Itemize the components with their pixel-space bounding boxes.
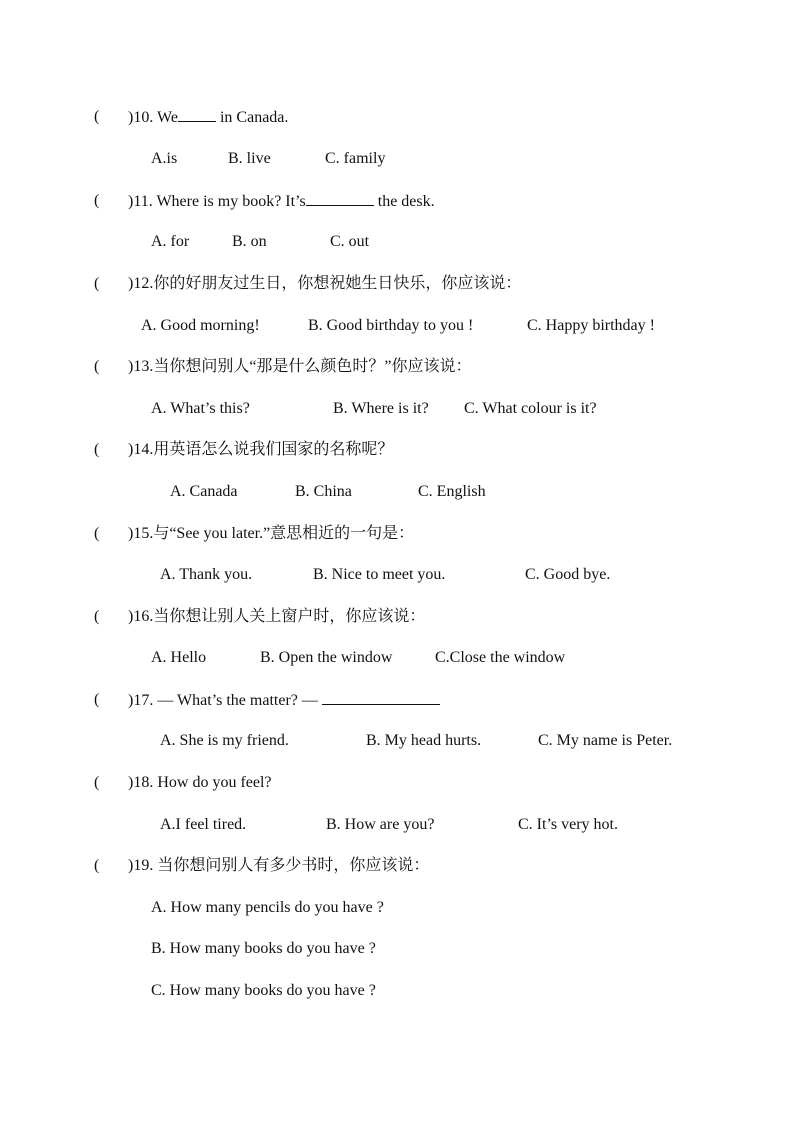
answer-paren[interactable]: ( bbox=[94, 275, 100, 292]
question-stem: )12.你的好朋友过生日，你想祝她生日快乐，你应该说： bbox=[128, 275, 522, 292]
answer-paren[interactable]: ( bbox=[94, 691, 100, 708]
option-b[interactable]: B. How are you? bbox=[326, 816, 435, 833]
option-a[interactable]: A. She is my friend. bbox=[160, 732, 289, 749]
question-stem: )14.用英语怎么说我们国家的名称呢？ bbox=[128, 441, 394, 458]
option-c[interactable]: C. Good bye. bbox=[525, 566, 611, 583]
option-a[interactable]: A. Thank you. bbox=[160, 566, 253, 583]
option-b[interactable]: B. My head hurts. bbox=[366, 732, 482, 749]
answer-paren[interactable]: ( bbox=[94, 857, 100, 874]
option-b[interactable]: B. How many books do you have ? bbox=[151, 940, 376, 957]
answer-blank[interactable] bbox=[322, 690, 440, 705]
option-a[interactable]: A. Good morning! bbox=[141, 317, 260, 334]
answer-blank[interactable] bbox=[306, 191, 374, 206]
option-a[interactable]: A. for bbox=[151, 233, 190, 250]
option-b[interactable]: B. live bbox=[228, 150, 271, 167]
question-stem: )16.当你想让别人关上窗户时，你应该说： bbox=[128, 608, 426, 625]
option-a[interactable]: A. Hello bbox=[151, 649, 207, 666]
option-c[interactable]: C. My name is Peter. bbox=[538, 732, 673, 749]
option-c[interactable]: C. out bbox=[330, 233, 370, 250]
answer-paren[interactable]: ( bbox=[94, 525, 100, 542]
question-stem: )19. 当你想问别人有多少书时，你应该说： bbox=[128, 857, 430, 874]
question-stem: )17. — What’s the matter? — bbox=[128, 690, 440, 711]
answer-blank[interactable] bbox=[178, 107, 216, 122]
option-c[interactable]: C.Close the window bbox=[435, 649, 566, 666]
answer-paren[interactable]: ( bbox=[94, 441, 100, 458]
question-stem: )13.当你想问别人“那是什么颜色时？”你应该说： bbox=[128, 358, 472, 375]
answer-paren[interactable]: ( bbox=[94, 358, 100, 375]
question-stem: )18. How do you feel? bbox=[128, 774, 272, 791]
option-b[interactable]: B. Good birthday to you ! bbox=[308, 317, 474, 334]
question-stem: )15.与“See you later.”意思相近的一句是： bbox=[128, 525, 415, 542]
option-a[interactable]: A.I feel tired. bbox=[160, 816, 247, 833]
option-a[interactable]: A. How many pencils do you have ? bbox=[151, 899, 384, 916]
option-b[interactable]: B. Open the window bbox=[260, 649, 393, 666]
option-c[interactable]: C. What colour is it? bbox=[464, 400, 597, 417]
answer-paren[interactable]: ( bbox=[94, 774, 100, 791]
option-b[interactable]: B. China bbox=[295, 483, 352, 500]
option-c[interactable]: C. Happy birthday ! bbox=[527, 317, 655, 334]
answer-paren[interactable]: ( bbox=[94, 108, 100, 125]
option-a[interactable]: A.is bbox=[151, 150, 178, 167]
question-stem: )11. Where is my book? It’s the desk. bbox=[128, 193, 435, 210]
option-c[interactable]: C. family bbox=[325, 150, 386, 167]
option-b[interactable]: B. on bbox=[232, 233, 267, 250]
answer-paren[interactable]: ( bbox=[94, 608, 100, 625]
option-c[interactable]: C. English bbox=[418, 483, 486, 500]
option-a[interactable]: A. What’s this? bbox=[151, 400, 250, 417]
option-c[interactable]: C. How many books do you have ? bbox=[151, 982, 376, 999]
option-b[interactable]: B. Where is it? bbox=[333, 400, 429, 417]
option-c[interactable]: C. It’s very hot. bbox=[518, 816, 618, 833]
option-b[interactable]: B. Nice to meet you. bbox=[313, 566, 446, 583]
option-a[interactable]: A. Canada bbox=[170, 483, 238, 500]
answer-paren[interactable]: ( bbox=[94, 192, 100, 209]
question-stem: )10. We in Canada. bbox=[128, 109, 289, 126]
